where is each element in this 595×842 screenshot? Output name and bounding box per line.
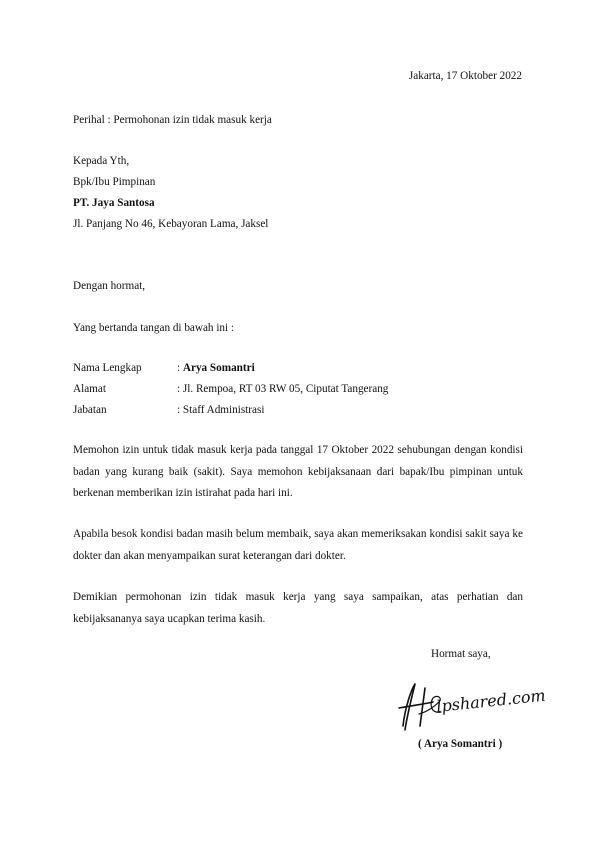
- handwritten-signature: [385, 678, 547, 738]
- identity-value: Arya Somantri: [182, 362, 255, 374]
- salutation: Dengan hormat,: [73, 280, 146, 292]
- identity-colon: :: [177, 362, 183, 374]
- svg-text:lpshared.com: lpshared.com: [435, 685, 547, 716]
- recipient-greeting: Kepada Yth,: [73, 155, 130, 167]
- intro-line: Yang bertanda tangan di bawah ini :: [73, 322, 235, 334]
- recipient-address: Jl. Panjang No 46, Kebayoran Lama, Jaksel: [73, 218, 269, 230]
- body-paragraph-request: Memohon izin untuk tidak masuk kerja pada tanggal 17 Oktober 2022 sehubungan dengan kondisi badan yang kurang baik (sakit). Saya memohon kebijaksanaan dari bapak/Ibu pimpinan untuk berkenan memberikan izin istirahat pada hari ini.: [73, 444, 523, 499]
- closing-phrase: Hormat saya,: [431, 648, 491, 660]
- identity-colon: :: [177, 383, 183, 395]
- recipient-title: Bpk/Ibu Pimpinan: [73, 176, 156, 188]
- place-date: Jakarta, 17 Oktober 2022: [408, 70, 522, 82]
- identity-label: Alamat: [73, 383, 106, 395]
- subject-line: Perihal : Permohonan izin tidak masuk kerja: [73, 114, 272, 126]
- recipient-company: PT. Jaya Santosa: [73, 197, 155, 209]
- identity-label: Jabatan: [73, 404, 107, 416]
- identity-row-name: [73, 358, 255, 380]
- body-paragraph-closing: Demikian permohonan izin tidak masuk kerja yang saya sampaikan, atas perhatian dan kebijaksananya saya ucapkan terima kasih.: [73, 591, 523, 625]
- identity-row-position: [73, 400, 264, 422]
- identity-row-address: [73, 379, 388, 401]
- identity-value: Jl. Rempoa, RT 03 RW 05, Ciputat Tangerang: [182, 383, 389, 395]
- identity-colon: :: [177, 404, 183, 416]
- signer-name: ( Arya Somantri ): [418, 738, 503, 750]
- identity-value: Staff Administrasi: [182, 404, 265, 416]
- identity-label: Nama Lengkap: [73, 362, 142, 374]
- body-paragraph-followup: Apabila besok kondisi badan masih belum membaik, saya akan memeriksakan kondisi sakit saya ke dokter dan akan menyampaikan surat keterangan dari dokter.: [73, 528, 523, 562]
